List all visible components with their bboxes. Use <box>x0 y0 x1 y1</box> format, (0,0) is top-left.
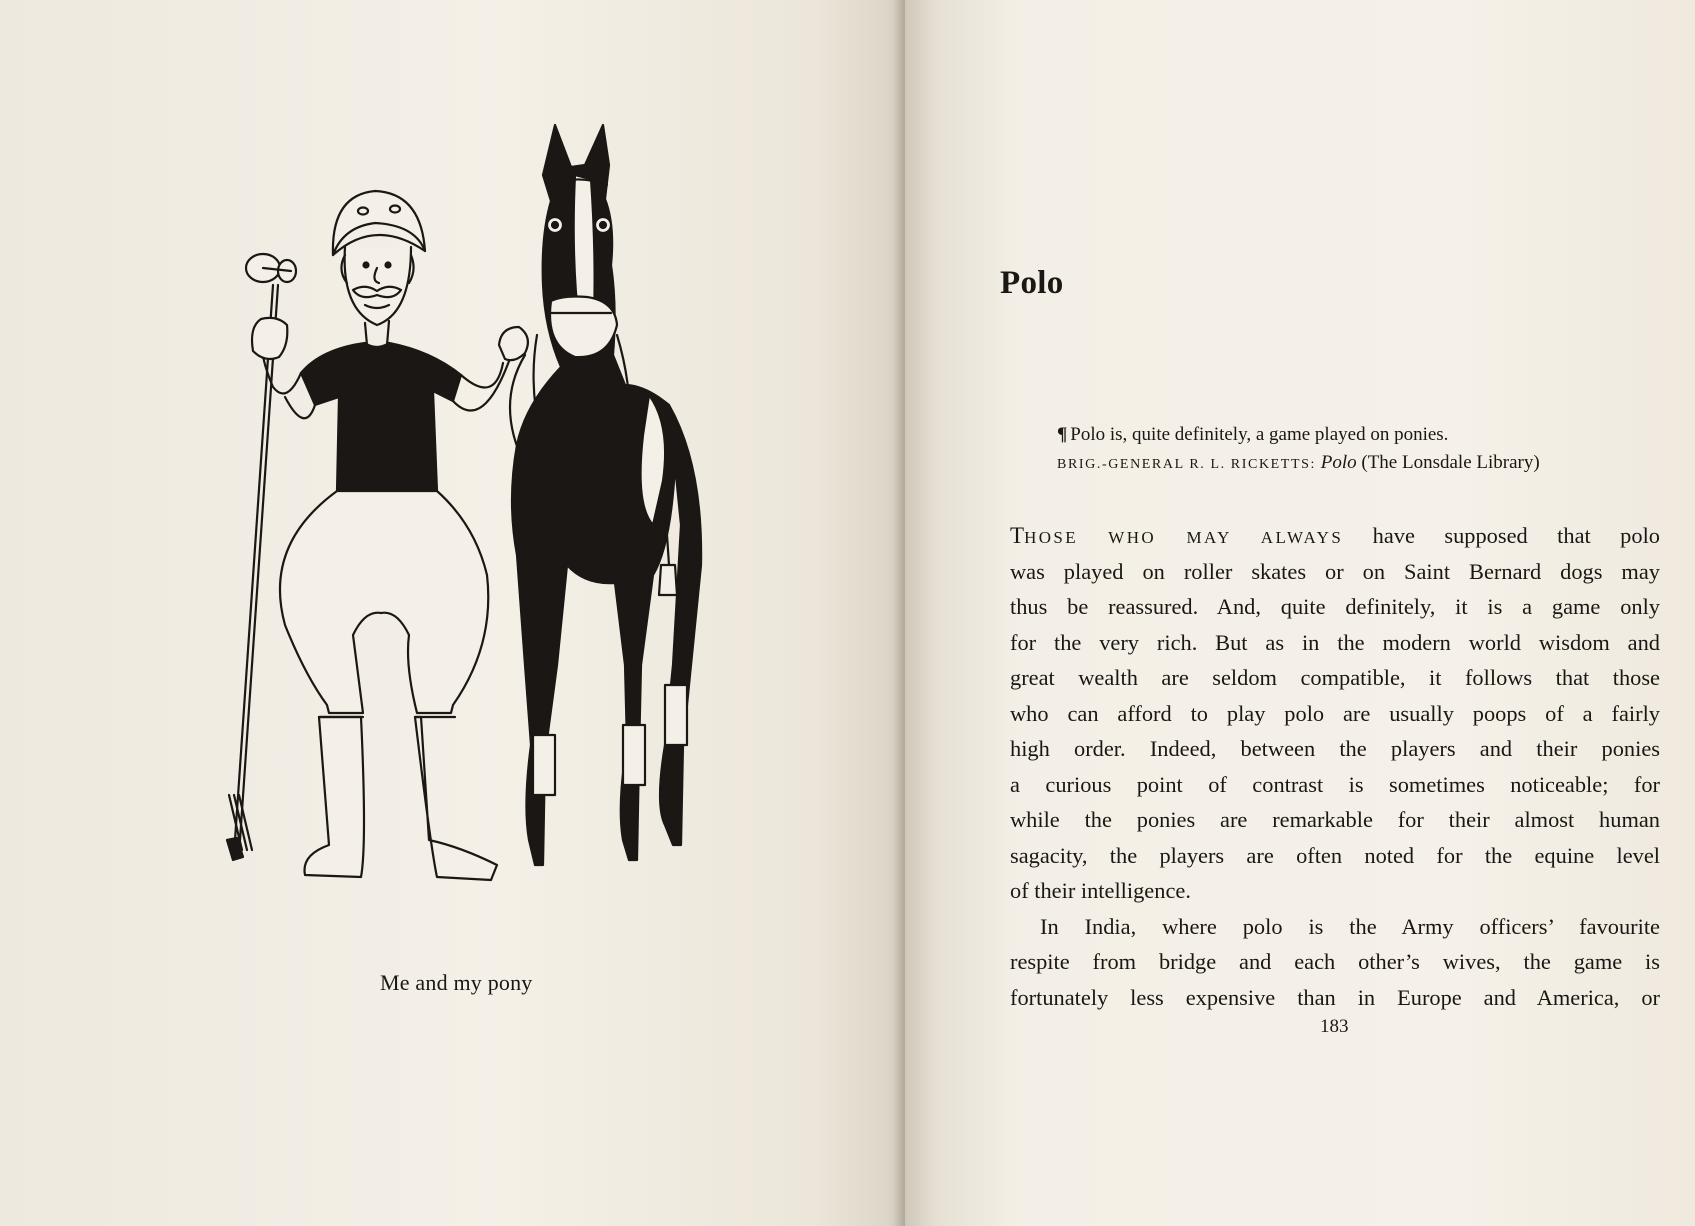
body-line: a curious point of contrast is sometimes noticeable; for <box>1010 771 1660 797</box>
epigraph-attribution <box>1057 452 1657 474</box>
body-line: who can afford to play polo are usually poops of a fairly <box>1010 700 1660 726</box>
illustration-caption: Me and my pony <box>380 970 533 995</box>
player-boots-drawing <box>305 717 498 880</box>
body-line: high order. Indeed, between the players and their ponies <box>1010 736 1660 761</box>
epigraph-quote: Polo is, quite definitely, a game played on ponies. <box>1070 424 1449 445</box>
body-line: of their intelligence. <box>1010 878 1191 903</box>
page-number: 183 <box>1320 1016 1349 1037</box>
epigraph <box>1057 424 1657 474</box>
player-shirt-drawing <box>301 343 461 498</box>
polo-player-and-pony-illustration <box>225 105 765 960</box>
pilcrow-icon: ¶ <box>1057 424 1068 445</box>
epigraph-quote-line <box>1057 424 1657 446</box>
player-jodhpurs-drawing <box>280 491 488 713</box>
lead-in-capital: T <box>1010 523 1025 548</box>
body-line: sagacity, the players are often noted for the equine level <box>1010 842 1660 868</box>
epigraph-work-title: Polo <box>1320 452 1357 473</box>
body-line: was played on roller skates or on Saint Bernard dogs may <box>1010 558 1660 584</box>
chapter-title: Polo <box>1000 265 1064 301</box>
body-line: great wealth are seldom compatible, it follows that those <box>1010 665 1660 690</box>
epigraph-series: (The Lonsdale Library) <box>1361 452 1540 473</box>
body-line-text: have supposed that polo <box>1372 523 1660 548</box>
body-line: respite from bridge and each other’s wives, the game is <box>1010 949 1660 974</box>
body-line: fortunately less expensive than in Europe and America, or <box>1010 984 1660 1010</box>
body-line <box>1010 518 1660 554</box>
horse-drawing <box>510 125 701 865</box>
epigraph-author: BRIG.-GENERAL R. L. RICKETTS: <box>1057 457 1316 472</box>
chapter-body-text <box>1010 518 1660 1015</box>
body-line: for the very rich. But as in the modern world wisdom and <box>1010 629 1660 655</box>
lead-in-small-caps: HOSE WHO MAY ALWAYS <box>1024 528 1344 547</box>
body-line: In India, where polo is the Army officers’ favourite <box>1040 913 1660 939</box>
body-line: while the ponies are remarkable for their almost human <box>1010 807 1660 832</box>
body-line: thus be reassured. And, quite definitely, it is a game only <box>1010 594 1660 619</box>
polo-helmet-drawing <box>333 191 425 255</box>
player-head-drawing <box>341 247 413 345</box>
